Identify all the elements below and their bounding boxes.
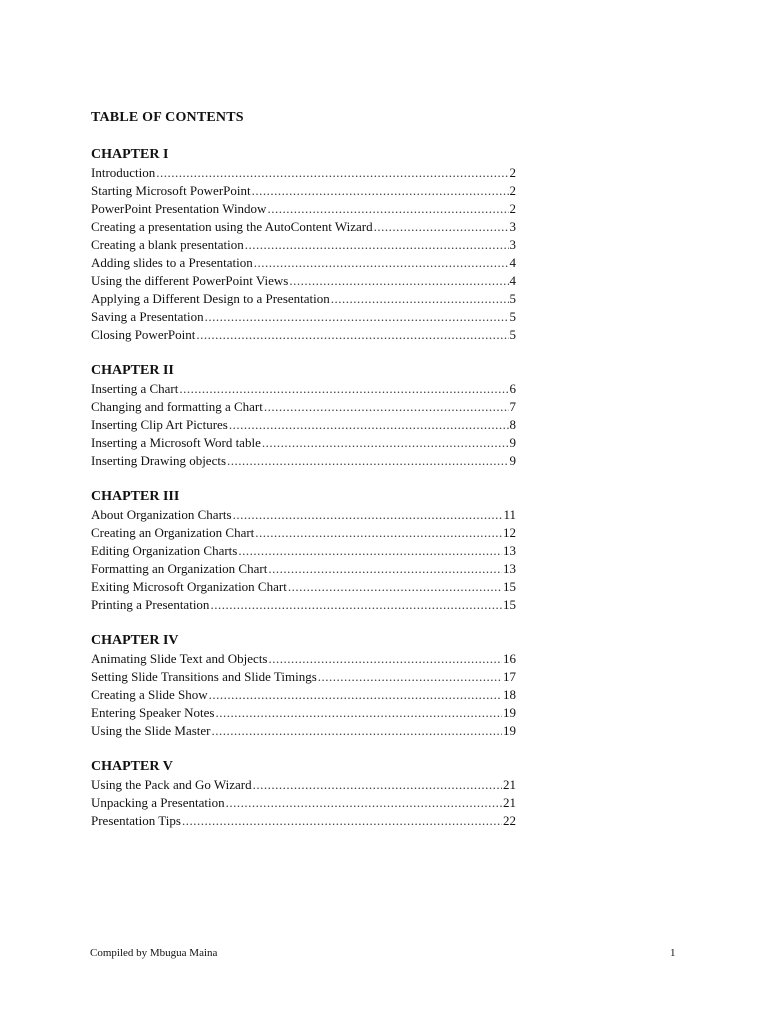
toc-entry	[91, 686, 516, 704]
toc-entry-title: Adding slides to a Presentation	[91, 255, 253, 270]
toc-entry	[91, 794, 516, 812]
toc-entry-title: Applying a Different Design to a Presentation	[91, 291, 330, 306]
chapter-heading: CHAPTER IV	[91, 633, 179, 648]
dot-leader	[215, 704, 502, 722]
dot-leader	[262, 434, 509, 452]
toc-entry-page: 9	[509, 435, 516, 450]
dot-leader	[254, 254, 509, 272]
toc-entry-title: Creating a Slide Show	[91, 687, 208, 702]
footer-page-number: 1	[670, 947, 676, 959]
dot-leader	[209, 686, 502, 704]
toc-entry-title: Using the Pack and Go Wizard	[91, 777, 252, 792]
toc-entry-title: Printing a Presentation	[91, 597, 210, 612]
toc-entry-page: 11	[503, 507, 516, 522]
dot-leader	[179, 380, 508, 398]
toc-entry-page: 5	[509, 327, 516, 342]
toc-entry-title: Using the Slide Master	[91, 723, 211, 738]
toc-entry-title: Setting Slide Transitions and Slide Timings	[91, 669, 317, 684]
chapter-section	[91, 362, 516, 470]
dot-leader	[264, 398, 509, 416]
toc-entry-title: Inserting a Microsoft Word table	[91, 435, 261, 450]
toc-entry	[91, 290, 516, 308]
toc-entry	[91, 308, 516, 326]
toc-entry-page: 19	[503, 723, 516, 738]
dot-leader	[182, 812, 502, 830]
toc-entry-page: 12	[503, 525, 516, 540]
dot-leader	[229, 416, 509, 434]
toc-entry	[91, 452, 516, 470]
toc-entry	[91, 722, 516, 740]
dot-leader	[267, 200, 508, 218]
toc-entry-page: 2	[509, 165, 516, 180]
toc-entry-title: Inserting Clip Art Pictures	[91, 417, 228, 432]
toc-entry	[91, 254, 516, 272]
dot-leader	[238, 542, 502, 560]
toc-entry-title: Exiting Microsoft Organization Chart	[91, 579, 287, 594]
toc-entry-title: Starting Microsoft PowerPoint	[91, 183, 251, 198]
table-of-contents	[91, 146, 516, 848]
dot-leader	[196, 326, 508, 344]
toc-entry-title: Formatting an Organization Chart	[91, 561, 268, 576]
toc-entry	[91, 542, 516, 560]
dot-leader	[268, 560, 502, 578]
toc-entry	[91, 704, 516, 722]
toc-entry-page: 22	[503, 813, 516, 828]
toc-entry-page: 21	[503, 777, 516, 792]
dot-leader	[227, 452, 508, 470]
footer-author: Compiled by Mbugua Maina	[90, 947, 218, 959]
toc-entry-page: 16	[503, 651, 516, 666]
toc-entry-title: About Organization Charts	[91, 507, 232, 522]
toc-entry-page: 15	[503, 579, 516, 594]
dot-leader	[255, 524, 502, 542]
toc-entry	[91, 218, 516, 236]
dot-leader	[269, 650, 503, 668]
page-title: TABLE OF CONTENTS	[91, 110, 244, 125]
dot-leader	[205, 308, 509, 326]
toc-entry-title: Presentation Tips	[91, 813, 181, 828]
toc-entry-page: 3	[509, 219, 516, 234]
dot-leader	[318, 668, 502, 686]
toc-entry	[91, 236, 516, 254]
toc-entry-page: 5	[509, 309, 516, 324]
toc-entry	[91, 812, 516, 830]
chapter-section	[91, 758, 516, 830]
toc-entry	[91, 596, 516, 614]
chapter-heading: CHAPTER III	[91, 489, 180, 504]
dot-leader	[245, 236, 509, 254]
toc-entry-title: PowerPoint Presentation Window	[91, 201, 267, 216]
toc-entry-page: 8	[509, 417, 516, 432]
toc-entry-page: 7	[509, 399, 516, 414]
toc-entry	[91, 380, 516, 398]
toc-entry	[91, 668, 516, 686]
toc-entry-title: Animating Slide Text and Objects	[91, 651, 268, 666]
chapter-section	[91, 488, 516, 614]
dot-leader	[233, 506, 503, 524]
dot-leader	[226, 794, 502, 812]
toc-entry	[91, 776, 516, 794]
dot-leader	[331, 290, 509, 308]
toc-entry	[91, 416, 516, 434]
toc-entry-page: 15	[503, 597, 516, 612]
toc-entry	[91, 506, 516, 524]
toc-entry	[91, 164, 516, 182]
toc-entry-page: 21	[503, 795, 516, 810]
dot-leader	[156, 164, 508, 182]
toc-entry	[91, 326, 516, 344]
toc-entry-title: Using the different PowerPoint Views	[91, 273, 289, 288]
toc-entry-page: 19	[503, 705, 516, 720]
chapter-heading: CHAPTER II	[91, 363, 174, 378]
toc-entry	[91, 200, 516, 218]
chapter-section	[91, 146, 516, 344]
toc-entry-page: 5	[509, 291, 516, 306]
toc-entry-title: Creating a blank presentation	[91, 237, 244, 252]
toc-entry-page: 9	[509, 453, 516, 468]
toc-entry-title: Saving a Presentation	[91, 309, 204, 324]
toc-entry	[91, 524, 516, 542]
toc-entry-title: Creating a presentation using the AutoContent Wizard	[91, 219, 373, 234]
toc-entry-title: Entering Speaker Notes	[91, 705, 215, 720]
dot-leader	[374, 218, 509, 236]
dot-leader	[210, 596, 502, 614]
toc-entry-page: 4	[509, 255, 516, 270]
toc-entry-page: 6	[509, 381, 516, 396]
toc-entry	[91, 398, 516, 416]
toc-entry	[91, 182, 516, 200]
toc-entry-page: 13	[503, 561, 516, 576]
toc-entry-title: Inserting Drawing objects	[91, 453, 227, 468]
toc-entry-title: Creating an Organization Chart	[91, 525, 255, 540]
toc-entry-page: 13	[503, 543, 516, 558]
toc-entry	[91, 578, 516, 596]
toc-entry	[91, 650, 516, 668]
toc-entry-page: 2	[509, 183, 516, 198]
toc-entry-page: 17	[503, 669, 516, 684]
toc-entry	[91, 272, 516, 290]
toc-entry-title: Unpacking a Presentation	[91, 795, 225, 810]
toc-entry-page: 4	[509, 273, 516, 288]
chapter-heading: CHAPTER V	[91, 759, 173, 774]
toc-entry-page: 18	[503, 687, 516, 702]
toc-entry-title: Closing PowerPoint	[91, 327, 196, 342]
toc-entry-title: Introduction	[91, 165, 156, 180]
toc-entry-title: Inserting a Chart	[91, 381, 179, 396]
toc-entry	[91, 560, 516, 578]
toc-entry-page: 3	[509, 237, 516, 252]
toc-entry	[91, 434, 516, 452]
toc-entry-title: Editing Organization Charts	[91, 543, 238, 558]
chapter-heading: CHAPTER I	[91, 147, 169, 162]
dot-leader	[289, 272, 508, 290]
dot-leader	[212, 722, 502, 740]
dot-leader	[288, 578, 502, 596]
dot-leader	[252, 182, 509, 200]
toc-entry-page: 2	[509, 201, 516, 216]
toc-entry-title: Changing and formatting a Chart	[91, 399, 263, 414]
dot-leader	[253, 776, 502, 794]
chapter-section	[91, 632, 516, 740]
